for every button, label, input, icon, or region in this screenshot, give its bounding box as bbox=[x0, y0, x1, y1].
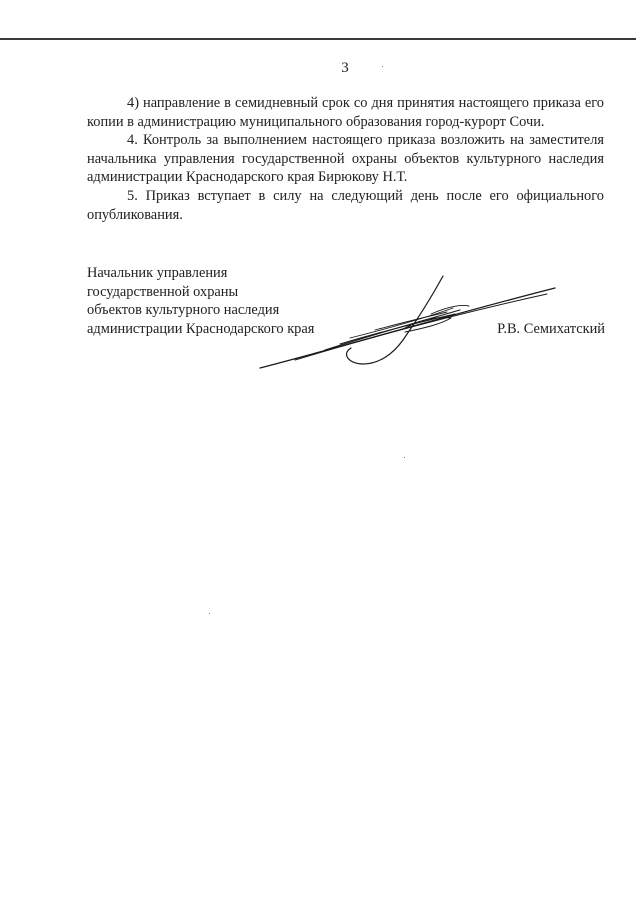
scan-speck bbox=[404, 457, 405, 458]
page-number: 3 bbox=[341, 60, 349, 76]
handwritten-signature bbox=[255, 268, 565, 378]
paragraph-effective-date: 5. Приказ вступает в силу на следующий день после его официального опубликования. bbox=[87, 187, 604, 223]
signer-name: Р.В. Семихатский bbox=[497, 320, 605, 337]
position-line: государственной охраны bbox=[87, 283, 239, 300]
top-border-line bbox=[0, 38, 636, 40]
position-line: объектов культурного наследия bbox=[87, 302, 280, 319]
paragraph-item-4-subpoint: 4) направление в семидневный срок со дня принятия настоящего приказа его копии в администрацию муниципального образования город-курорт Сочи. bbox=[87, 95, 604, 130]
scan-speck bbox=[382, 66, 383, 67]
position-line: Начальник управления bbox=[87, 265, 228, 281]
scan-speck bbox=[209, 613, 210, 614]
position-line: администрации Краснодарского края bbox=[87, 320, 315, 337]
order-text bbox=[87, 94, 604, 224]
paragraph-control-clause: 4. Контроль за выполнением настоящего приказа возложить на заместителя начальника управления государственной охраны объектов культурного наследия администрации Краснодарского края Бирюкову Н.Т. bbox=[87, 132, 604, 186]
